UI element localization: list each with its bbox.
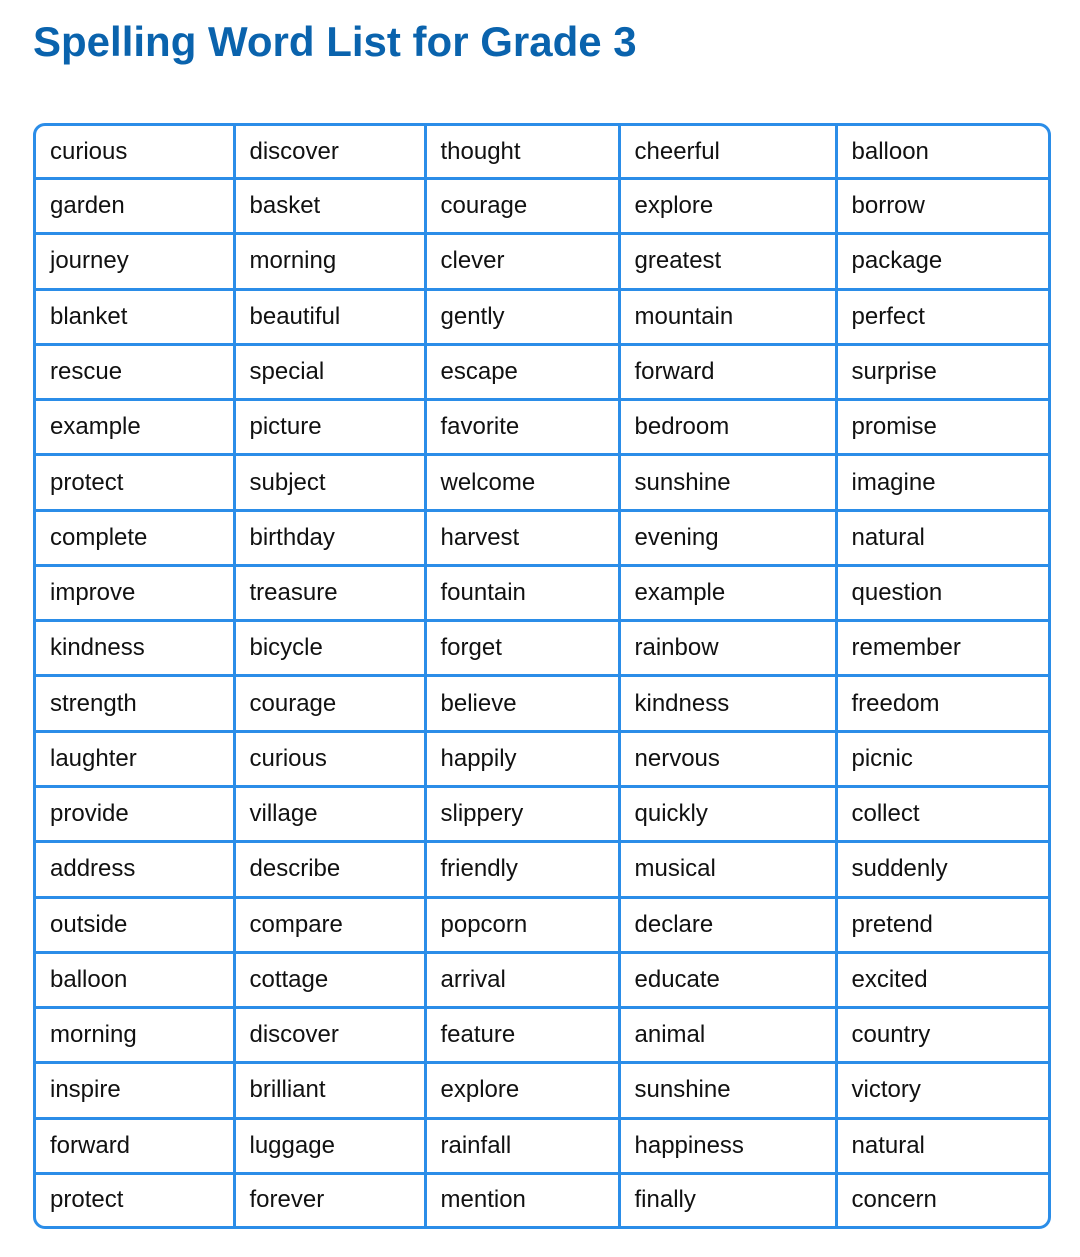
- word-cell: morning: [234, 234, 425, 289]
- word-cell: kindness: [36, 621, 234, 676]
- word-cell: describe: [234, 842, 425, 897]
- word-cell: bedroom: [619, 400, 836, 455]
- table-row: [36, 621, 1048, 676]
- word-cell: forward: [619, 344, 836, 399]
- word-cell: rainbow: [619, 621, 836, 676]
- word-cell: curious: [36, 126, 234, 179]
- word-cell: question: [836, 565, 1048, 620]
- word-cell: friendly: [425, 842, 619, 897]
- word-cell: curious: [234, 731, 425, 786]
- word-cell: cottage: [234, 952, 425, 1007]
- word-cell: evening: [619, 510, 836, 565]
- word-cell: thought: [425, 126, 619, 179]
- word-cell: suddenly: [836, 842, 1048, 897]
- word-cell: bicycle: [234, 621, 425, 676]
- word-cell: natural: [836, 1118, 1048, 1173]
- word-cell: slippery: [425, 787, 619, 842]
- word-cell: promise: [836, 400, 1048, 455]
- table-row: [36, 1173, 1048, 1226]
- word-cell: musical: [619, 842, 836, 897]
- word-cell: animal: [619, 1008, 836, 1063]
- word-cell: provide: [36, 787, 234, 842]
- word-cell: special: [234, 344, 425, 399]
- word-cell: natural: [836, 510, 1048, 565]
- word-cell: surprise: [836, 344, 1048, 399]
- word-cell: quickly: [619, 787, 836, 842]
- word-cell: clever: [425, 234, 619, 289]
- word-cell: rainfall: [425, 1118, 619, 1173]
- word-cell: fountain: [425, 565, 619, 620]
- word-cell: strength: [36, 676, 234, 731]
- word-cell: basket: [234, 179, 425, 234]
- word-cell: imagine: [836, 455, 1048, 510]
- table-row: [36, 676, 1048, 731]
- word-cell: inspire: [36, 1063, 234, 1118]
- table-row: [36, 455, 1048, 510]
- word-cell: complete: [36, 510, 234, 565]
- word-cell: mention: [425, 1173, 619, 1226]
- word-cell: mountain: [619, 289, 836, 344]
- word-cell: morning: [36, 1008, 234, 1063]
- word-cell: birthday: [234, 510, 425, 565]
- table-row: [36, 1008, 1048, 1063]
- table-row: [36, 234, 1048, 289]
- word-cell: treasure: [234, 565, 425, 620]
- word-cell: garden: [36, 179, 234, 234]
- table-row: [36, 1063, 1048, 1118]
- word-table-body: [36, 126, 1048, 1226]
- word-cell: subject: [234, 455, 425, 510]
- word-cell: balloon: [836, 126, 1048, 179]
- word-cell: forward: [36, 1118, 234, 1173]
- word-cell: pretend: [836, 897, 1048, 952]
- table-row: [36, 731, 1048, 786]
- word-cell: example: [619, 565, 836, 620]
- word-cell: remember: [836, 621, 1048, 676]
- word-cell: blanket: [36, 289, 234, 344]
- word-cell: journey: [36, 234, 234, 289]
- word-cell: nervous: [619, 731, 836, 786]
- table-row: [36, 787, 1048, 842]
- word-cell: finally: [619, 1173, 836, 1226]
- word-cell: escape: [425, 344, 619, 399]
- word-cell: compare: [234, 897, 425, 952]
- word-cell: harvest: [425, 510, 619, 565]
- table-row: [36, 842, 1048, 897]
- word-cell: sunshine: [619, 455, 836, 510]
- word-cell: outside: [36, 897, 234, 952]
- word-cell: educate: [619, 952, 836, 1007]
- word-cell: kindness: [619, 676, 836, 731]
- word-cell: borrow: [836, 179, 1048, 234]
- word-cell: explore: [425, 1063, 619, 1118]
- word-cell: laughter: [36, 731, 234, 786]
- word-cell: popcorn: [425, 897, 619, 952]
- word-table-frame: [33, 123, 1051, 1229]
- word-cell: forever: [234, 1173, 425, 1226]
- word-cell: happiness: [619, 1118, 836, 1173]
- word-cell: rescue: [36, 344, 234, 399]
- word-cell: luggage: [234, 1118, 425, 1173]
- word-cell: feature: [425, 1008, 619, 1063]
- table-row: [36, 1118, 1048, 1173]
- table-row: [36, 289, 1048, 344]
- word-cell: brilliant: [234, 1063, 425, 1118]
- word-cell: welcome: [425, 455, 619, 510]
- word-cell: explore: [619, 179, 836, 234]
- word-cell: protect: [36, 455, 234, 510]
- word-cell: picnic: [836, 731, 1048, 786]
- table-row: [36, 179, 1048, 234]
- table-row: [36, 126, 1048, 179]
- word-cell: package: [836, 234, 1048, 289]
- word-cell: sunshine: [619, 1063, 836, 1118]
- word-cell: forget: [425, 621, 619, 676]
- word-cell: arrival: [425, 952, 619, 1007]
- word-cell: country: [836, 1008, 1048, 1063]
- word-cell: discover: [234, 1008, 425, 1063]
- word-cell: greatest: [619, 234, 836, 289]
- word-cell: courage: [425, 179, 619, 234]
- word-cell: balloon: [36, 952, 234, 1007]
- table-row: [36, 952, 1048, 1007]
- table-row: [36, 344, 1048, 399]
- word-cell: example: [36, 400, 234, 455]
- page-title: Spelling Word List for Grade 3: [33, 18, 637, 65]
- word-cell: picture: [234, 400, 425, 455]
- word-cell: declare: [619, 897, 836, 952]
- word-cell: favorite: [425, 400, 619, 455]
- table-row: [36, 400, 1048, 455]
- word-cell: protect: [36, 1173, 234, 1226]
- word-cell: courage: [234, 676, 425, 731]
- table-row: [36, 897, 1048, 952]
- word-cell: perfect: [836, 289, 1048, 344]
- word-cell: believe: [425, 676, 619, 731]
- table-row: [36, 565, 1048, 620]
- word-cell: collect: [836, 787, 1048, 842]
- word-cell: beautiful: [234, 289, 425, 344]
- word-table: [36, 126, 1048, 1226]
- table-row: [36, 510, 1048, 565]
- word-cell: excited: [836, 952, 1048, 1007]
- word-cell: gently: [425, 289, 619, 344]
- word-cell: cheerful: [619, 126, 836, 179]
- word-cell: village: [234, 787, 425, 842]
- word-cell: concern: [851, 1186, 937, 1214]
- word-cell: victory: [836, 1063, 1048, 1118]
- word-cell: address: [36, 842, 234, 897]
- word-cell: freedom: [836, 676, 1048, 731]
- word-cell: improve: [36, 565, 234, 620]
- word-cell: discover: [234, 126, 425, 179]
- word-cell: happily: [425, 731, 619, 786]
